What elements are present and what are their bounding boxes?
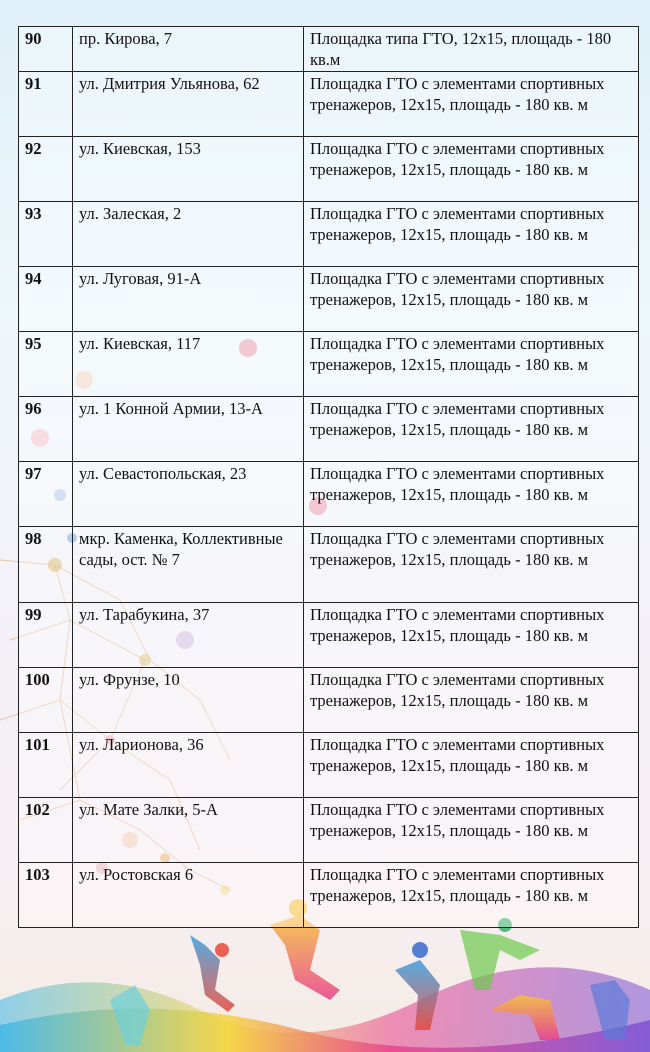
row-number: 102 — [19, 798, 73, 863]
row-number: 101 — [19, 733, 73, 798]
row-description: Площадка ГТО с элементами спортивных тренажеров, 12х15, площадь - 180 кв. м — [304, 462, 639, 527]
row-description: Площадка ГТО с элементами спортивных тренажеров, 12х15, площадь - 180 кв. м — [304, 733, 639, 798]
table-row — [19, 137, 639, 202]
row-address: ул. Луговая, 91-А — [73, 267, 304, 332]
table-row — [19, 733, 639, 798]
row-description: Площадка ГТО с элементами спортивных тренажеров, 12х15, площадь - 180 кв. м — [304, 137, 639, 202]
table-row — [19, 27, 639, 72]
row-number: 92 — [19, 137, 73, 202]
row-description: Площадка ГТО с элементами спортивных тренажеров, 12х15, площадь - 180 кв. м — [304, 668, 639, 733]
row-address: ул. Киевская, 117 — [73, 332, 304, 397]
row-description: Площадка ГТО с элементами спортивных тренажеров, 12х15, площадь - 180 кв. м — [304, 72, 639, 137]
table-row — [19, 863, 639, 928]
table-row — [19, 332, 639, 397]
table-row — [19, 267, 639, 332]
table-row — [19, 668, 639, 733]
table-body — [19, 27, 639, 928]
table-row — [19, 72, 639, 137]
row-address: ул. Ростовская 6 — [73, 863, 304, 928]
row-description: Площадка ГТО с элементами спортивных тренажеров, 12х15, площадь - 180 кв. м — [304, 332, 639, 397]
row-address: ул. 1 Конной Армии, 13-А — [73, 397, 304, 462]
row-address: ул. Мате Залки, 5-А — [73, 798, 304, 863]
sports-grounds-table-container — [18, 26, 638, 928]
row-description: Площадка ГТО с элементами спортивных тренажеров, 12х15, площадь - 180 кв. м — [304, 603, 639, 668]
row-number: 93 — [19, 202, 73, 267]
row-description: Площадка ГТО с элементами спортивных тренажеров, 12х15, площадь - 180 кв. м — [304, 267, 639, 332]
row-description: Площадка ГТО с элементами спортивных тренажеров, 12х15, площадь - 180 кв. м — [304, 397, 639, 462]
row-address: ул. Тарабукина, 37 — [73, 603, 304, 668]
row-address: ул. Дмитрия Ульянова, 62 — [73, 72, 304, 137]
row-address: ул. Севастопольская, 23 — [73, 462, 304, 527]
row-number: 98 — [19, 527, 73, 603]
row-description: Площадка ГТО с элементами спортивных тренажеров, 12х15, площадь - 180 кв. м — [304, 798, 639, 863]
row-address: ул. Залеская, 2 — [73, 202, 304, 267]
table-row — [19, 798, 639, 863]
row-address: пр. Кирова, 7 — [73, 27, 304, 72]
row-number: 94 — [19, 267, 73, 332]
row-number: 91 — [19, 72, 73, 137]
row-number: 90 — [19, 27, 73, 72]
row-number: 96 — [19, 397, 73, 462]
row-description: Площадка ГТО с элементами спортивных тренажеров, 12х15, площадь - 180 кв. м — [304, 863, 639, 928]
sports-grounds-table — [18, 26, 639, 928]
row-number: 99 — [19, 603, 73, 668]
row-address: ул. Киевская, 153 — [73, 137, 304, 202]
row-address: ул. Ларионова, 36 — [73, 733, 304, 798]
row-number: 100 — [19, 668, 73, 733]
row-number: 97 — [19, 462, 73, 527]
row-description: Площадка типа ГТО, 12х15, площадь - 180 кв.м — [304, 27, 639, 72]
table-row — [19, 202, 639, 267]
row-number: 95 — [19, 332, 73, 397]
row-address: мкр. Каменка, Коллективные сады, ост. № 7 — [73, 527, 304, 603]
row-number: 103 — [19, 863, 73, 928]
table-row — [19, 527, 639, 603]
table-row — [19, 462, 639, 527]
row-address: ул. Фрунзе, 10 — [73, 668, 304, 733]
table-row — [19, 603, 639, 668]
table-row — [19, 397, 639, 462]
row-description: Площадка ГТО с элементами спортивных тренажеров, 12х15, площадь - 180 кв. м — [304, 202, 639, 267]
row-description: Площадка ГТО с элементами спортивных тренажеров, 12х15, площадь - 180 кв. м — [304, 527, 639, 603]
